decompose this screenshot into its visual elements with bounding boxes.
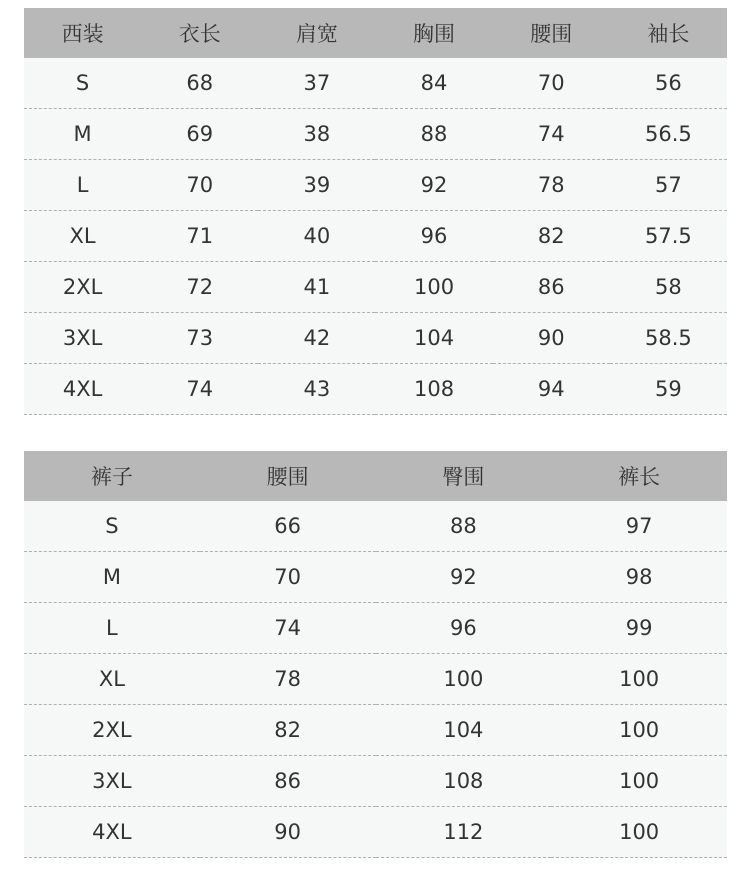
table-cell: 84 — [375, 58, 492, 109]
table-cell: 92 — [376, 552, 552, 603]
table-cell: 108 — [375, 364, 492, 415]
table-cell: 58.5 — [610, 313, 727, 364]
table-row — [24, 603, 727, 654]
table-cell: 4XL — [24, 807, 200, 858]
table-cell: M — [24, 109, 141, 160]
table-cell: 100 — [551, 756, 727, 807]
table-cell: 66 — [200, 501, 376, 552]
table-row — [24, 756, 727, 807]
table-cell: S — [24, 501, 200, 552]
table-cell: 58 — [610, 262, 727, 313]
table-cell: 90 — [200, 807, 376, 858]
table-cell: 74 — [141, 364, 258, 415]
table-cell: L — [24, 603, 200, 654]
table-cell: 74 — [493, 109, 610, 160]
header-cell: 胸围 — [375, 8, 492, 58]
table-cell: 92 — [375, 160, 492, 211]
table-cell: 100 — [551, 807, 727, 858]
table-cell: XL — [24, 211, 141, 262]
header-cell: 袖长 — [610, 8, 727, 58]
table-cell: 100 — [551, 654, 727, 705]
table-row — [24, 552, 727, 603]
table-cell: 98 — [551, 552, 727, 603]
table-row — [24, 160, 727, 211]
table-cell: 86 — [200, 756, 376, 807]
header-cell: 腰围 — [493, 8, 610, 58]
table-cell: 73 — [141, 313, 258, 364]
header-cell: 肩宽 — [258, 8, 375, 58]
table-cell: 40 — [258, 211, 375, 262]
table-cell: 37 — [258, 58, 375, 109]
table-cell: 78 — [200, 654, 376, 705]
table-row — [24, 313, 727, 364]
table-cell: 104 — [375, 313, 492, 364]
table-row — [24, 364, 727, 415]
table-cell: 4XL — [24, 364, 141, 415]
table-cell: 104 — [376, 705, 552, 756]
table-cell: 100 — [375, 262, 492, 313]
table-cell: XL — [24, 654, 200, 705]
table-cell: 43 — [258, 364, 375, 415]
table-cell: 56.5 — [610, 109, 727, 160]
table-row — [24, 109, 727, 160]
table-cell: 38 — [258, 109, 375, 160]
table-cell: L — [24, 160, 141, 211]
header-cell: 腰围 — [200, 451, 376, 501]
table-cell: 86 — [493, 262, 610, 313]
table-cell: 97 — [551, 501, 727, 552]
pants-size-table — [24, 451, 727, 858]
table-cell: 88 — [376, 501, 552, 552]
table-cell: 42 — [258, 313, 375, 364]
table-cell: 3XL — [24, 313, 141, 364]
table-cell: 2XL — [24, 705, 200, 756]
table-cell: 41 — [258, 262, 375, 313]
table-cell: 71 — [141, 211, 258, 262]
table-cell: 72 — [141, 262, 258, 313]
table-cell: 112 — [376, 807, 552, 858]
table-row — [24, 262, 727, 313]
header-cell: 臀围 — [376, 451, 552, 501]
table-cell: S — [24, 58, 141, 109]
table-cell: 94 — [493, 364, 610, 415]
table-cell: 56 — [610, 58, 727, 109]
table-row — [24, 807, 727, 858]
table-header-row — [24, 8, 727, 58]
table-cell: 2XL — [24, 262, 141, 313]
table-cell: 39 — [258, 160, 375, 211]
table-cell: 100 — [376, 654, 552, 705]
table-cell: 82 — [493, 211, 610, 262]
table-cell: 82 — [200, 705, 376, 756]
table-cell: 68 — [141, 58, 258, 109]
table-cell: 3XL — [24, 756, 200, 807]
table-cell: 90 — [493, 313, 610, 364]
table-cell: 96 — [375, 211, 492, 262]
header-cell: 裤子 — [24, 451, 200, 501]
table-cell: 59 — [610, 364, 727, 415]
table-row — [24, 58, 727, 109]
table-cell: 57 — [610, 160, 727, 211]
table-cell: 99 — [551, 603, 727, 654]
table-row — [24, 501, 727, 552]
table-cell: 74 — [200, 603, 376, 654]
table-row — [24, 705, 727, 756]
table-cell: 70 — [141, 160, 258, 211]
table-cell: 108 — [376, 756, 552, 807]
header-cell: 衣长 — [141, 8, 258, 58]
table-cell: 100 — [551, 705, 727, 756]
table-row — [24, 211, 727, 262]
header-cell: 西装 — [24, 8, 141, 58]
table-cell: 69 — [141, 109, 258, 160]
table-cell: 88 — [375, 109, 492, 160]
table-cell: 70 — [200, 552, 376, 603]
table-cell: 78 — [493, 160, 610, 211]
header-cell: 裤长 — [551, 451, 727, 501]
table-header-row — [24, 451, 727, 501]
table-cell: 96 — [376, 603, 552, 654]
table-row — [24, 654, 727, 705]
table-cell: 57.5 — [610, 211, 727, 262]
table-cell: M — [24, 552, 200, 603]
suit-size-table — [24, 8, 727, 415]
table-cell: 70 — [493, 58, 610, 109]
